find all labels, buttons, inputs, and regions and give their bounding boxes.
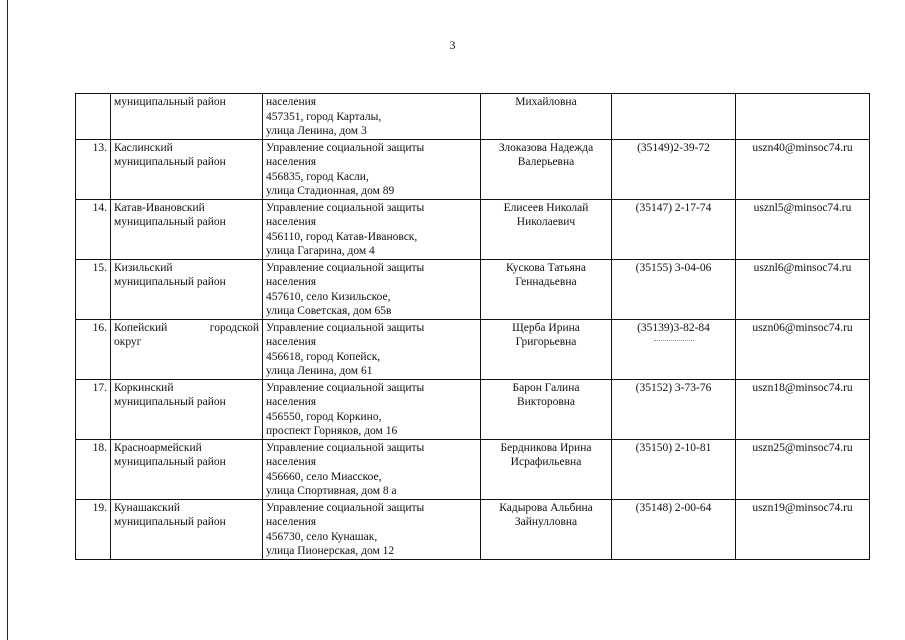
address-line: улица Гагарина, дом 4: [266, 245, 375, 257]
district-cell: [111, 259, 263, 319]
head-name-line: Зайнулловна: [514, 516, 578, 528]
page-number: 3: [449, 38, 456, 52]
row-number: 17.: [76, 379, 111, 439]
phone-cell: [612, 259, 736, 319]
district-line: Кунашакский: [114, 501, 181, 514]
district-line: округ: [114, 336, 142, 348]
scan-left-edge: [7, 0, 8, 640]
email-address: uszn40@minsoc74.ru: [752, 141, 853, 154]
address-line: Управление социальной защиты: [266, 261, 425, 274]
district-word: городской: [209, 321, 259, 334]
head-name-line: Елисеев Николай: [503, 201, 589, 214]
address-line: 456110, город Катав-Ивановск,: [266, 230, 418, 243]
address-line: Управление социальной защиты: [266, 501, 425, 514]
district-line: Катав-Ивановский: [114, 201, 205, 214]
table-row: [76, 259, 870, 319]
address-cell: [263, 94, 481, 140]
email-address: uszn19@minsoc74.ru: [752, 501, 853, 514]
head-name-cell: [481, 199, 612, 259]
head-name-line: Кускова Татьяна: [505, 261, 587, 274]
phone-cell: [612, 499, 736, 559]
head-name-line: Злоказова Надежда: [498, 141, 594, 154]
district-line: муниципальный район: [114, 396, 226, 408]
address-line: Управление социальной защиты: [266, 321, 425, 334]
head-name-line: Исрафильевна: [510, 456, 582, 468]
address-line: населения: [266, 216, 317, 228]
district-cell: [111, 379, 263, 439]
address-line: 457610, село Кизильское,: [266, 290, 391, 303]
table-row: [76, 199, 870, 259]
phone-number: (35139)3-82-84: [637, 321, 710, 334]
head-name-line: Валерьевна: [517, 156, 575, 168]
address-line: 456550, город Коркино,: [266, 410, 382, 423]
email-cell: [736, 319, 870, 379]
address-line: населения: [266, 516, 317, 528]
row-number: 16.: [76, 319, 111, 379]
head-name-line: Барон Галина: [512, 381, 580, 394]
email-cell: [736, 94, 870, 140]
address-cell: [263, 259, 481, 319]
table-row: [76, 139, 870, 199]
address-line: 456660, село Миасское,: [266, 470, 382, 483]
district-cell: [111, 199, 263, 259]
registry-table: [75, 93, 870, 560]
district-cell: [111, 94, 263, 140]
scan-smudge: [654, 340, 694, 342]
district-line: Каслинский: [114, 141, 173, 154]
address-cell: [263, 439, 481, 499]
head-name-line: Геннадьевна: [515, 276, 577, 288]
address-cell: [263, 199, 481, 259]
phone-cell: [612, 319, 736, 379]
email-address: usznl6@minsoc74.ru: [753, 261, 852, 274]
district-cell: [111, 319, 263, 379]
district-cell: [111, 139, 263, 199]
address-line: Управление социальной защиты: [266, 141, 425, 154]
head-name-cell: [481, 379, 612, 439]
district-cell: [111, 439, 263, 499]
district-word: Копейский: [114, 321, 168, 334]
address-cell: [263, 319, 481, 379]
head-name-cell: [481, 439, 612, 499]
phone-cell: [612, 379, 736, 439]
email-address: uszn18@minsoc74.ru: [752, 381, 853, 394]
address-line: улица Ленина, дом 61: [266, 365, 373, 377]
head-name-line: Григорьевна: [515, 336, 577, 348]
head-name-line: Щерба Ирина: [512, 321, 580, 334]
row-number: 19.: [76, 499, 111, 559]
row-number: [76, 94, 111, 140]
email-cell: [736, 139, 870, 199]
address-line: населения: [266, 336, 317, 348]
table-row: [76, 319, 870, 379]
district-line: муниципальный район: [114, 516, 226, 528]
district-line: Коркинский: [114, 381, 174, 394]
address-line: населения: [266, 456, 317, 468]
row-number: 18.: [76, 439, 111, 499]
phone-number: (35148) 2-00-64: [635, 501, 712, 514]
email-cell: [736, 499, 870, 559]
address-line: улица Ленина, дом 3: [266, 125, 367, 137]
phone-number: (35155) 3-04-06: [635, 261, 712, 274]
email-address: uszn25@minsoc74.ru: [752, 441, 853, 454]
table-body: [76, 94, 870, 560]
email-address: uszn06@minsoc74.ru: [752, 321, 853, 334]
address-cell: [263, 139, 481, 199]
head-name-cell: [481, 259, 612, 319]
email-cell: [736, 379, 870, 439]
email-cell: [736, 259, 870, 319]
address-line: улица Пионерская, дом 12: [266, 545, 395, 557]
address-line: населения: [266, 276, 317, 288]
email-cell: [736, 199, 870, 259]
district-line: муниципальный район: [114, 96, 226, 108]
address-line: Управление социальной защиты: [266, 201, 425, 214]
phone-cell: [612, 439, 736, 499]
email-cell: [736, 439, 870, 499]
district-line: муниципальный район: [114, 156, 226, 168]
address-line: населения: [266, 156, 317, 168]
table-row: [76, 499, 870, 559]
address-cell: [263, 379, 481, 439]
email-address: usznl5@minsoc74.ru: [753, 201, 852, 214]
address-line: улица Спортивная, дом 8 а: [266, 485, 397, 497]
head-name-line: Николаевич: [516, 216, 576, 228]
head-name-cell: [481, 319, 612, 379]
address-line: проспект Горняков, дом 16: [266, 425, 398, 437]
address-line: улица Стадионная, дом 89: [266, 185, 395, 197]
row-number: 14.: [76, 199, 111, 259]
address-line: Управление социальной защиты: [266, 441, 425, 454]
head-name-cell: [481, 499, 612, 559]
head-name-cell: [481, 94, 612, 140]
district-line: Кизильский: [114, 261, 173, 274]
table-row: [76, 379, 870, 439]
row-number: 13.: [76, 139, 111, 199]
head-name-cell: [481, 139, 612, 199]
address-line: 456730, село Кунашак,: [266, 530, 378, 543]
phone-number: (35152) 3-73-76: [635, 381, 712, 394]
head-name-line: Кадырова Альбина: [499, 501, 593, 514]
address-line: 456618, город Копейск,: [266, 350, 381, 363]
district-line: муниципальный район: [114, 216, 226, 228]
phone-number: (35147) 2-17-74: [635, 201, 712, 214]
head-name-line: Михайловна: [515, 96, 577, 108]
district-line: муниципальный район: [114, 276, 226, 288]
address-line: 457351, город Карталы,: [266, 110, 382, 123]
phone-number: (35149)2-39-72: [637, 141, 710, 154]
table-row: [76, 94, 870, 140]
phone-number: (35150) 2-10-81: [635, 441, 712, 454]
district-line: муниципальный район: [114, 456, 226, 468]
head-name-line: Викторовна: [516, 396, 576, 408]
phone-cell: [612, 94, 736, 140]
address-line: улица Советская, дом 65в: [266, 305, 392, 317]
address-line: населения: [266, 96, 317, 108]
row-number: 15.: [76, 259, 111, 319]
district-line: Красноармейский: [114, 441, 202, 454]
phone-cell: [612, 139, 736, 199]
head-name-line: Бердникова Ирина: [500, 441, 592, 454]
table-row: [76, 439, 870, 499]
district-justified-line: [114, 321, 259, 336]
address-line: 456835, город Касли,: [266, 170, 369, 183]
phone-cell: [612, 199, 736, 259]
address-line: Управление социальной защиты: [266, 381, 425, 394]
district-cell: [111, 499, 263, 559]
address-cell: [263, 499, 481, 559]
address-line: населения: [266, 396, 317, 408]
